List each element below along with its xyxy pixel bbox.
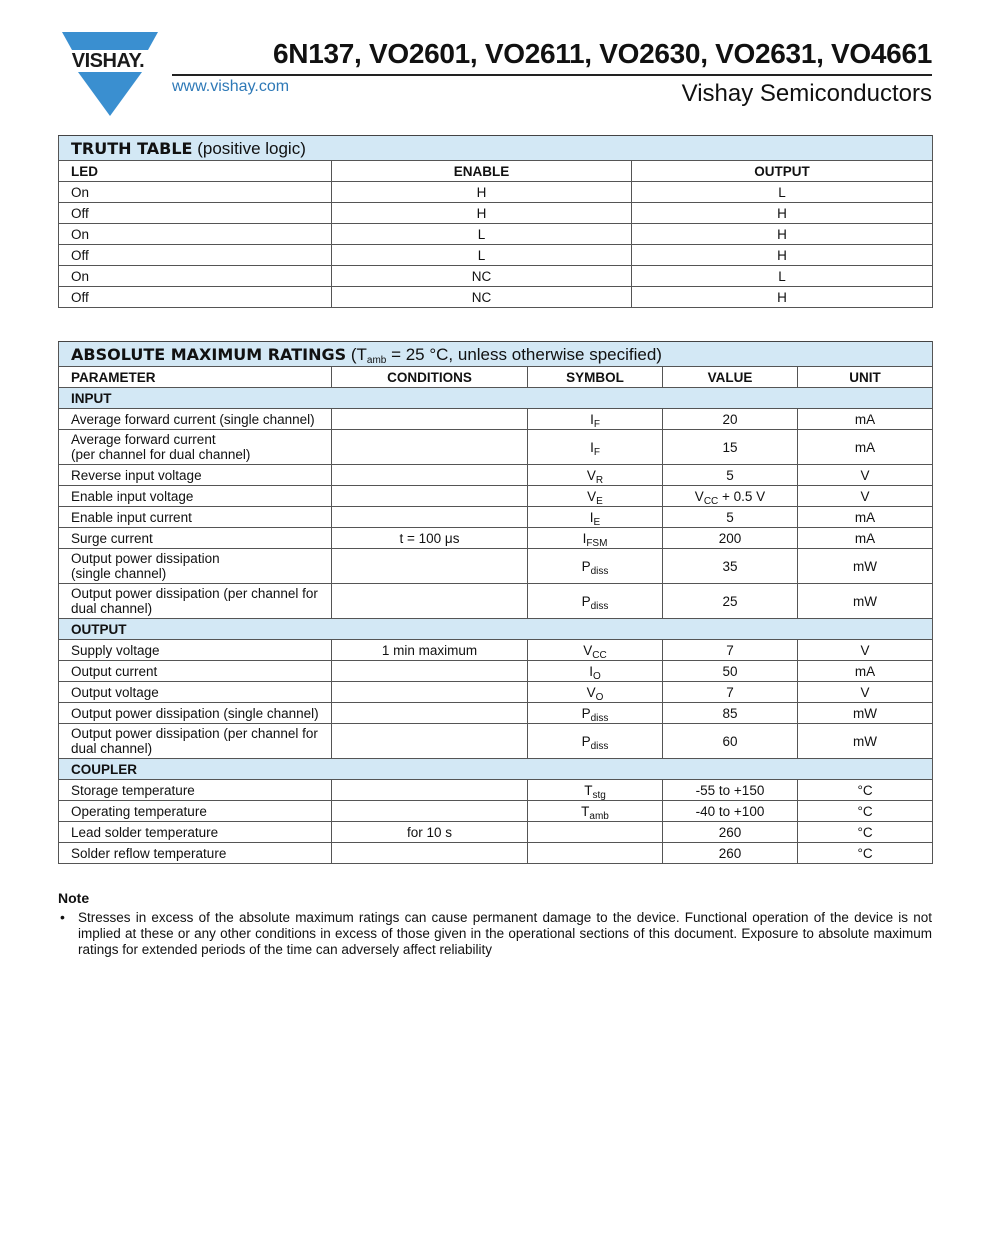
parameter-line: (single channel)	[71, 566, 167, 581]
symbol-cell	[528, 780, 663, 801]
value-text: 5	[726, 509, 734, 525]
table-row	[59, 430, 933, 465]
conditions-cell	[332, 584, 528, 619]
symbol-cell	[528, 528, 663, 549]
output-cell: H	[632, 224, 933, 245]
led-cell: On	[59, 266, 332, 287]
value-cell	[663, 528, 798, 549]
note-heading: Note	[58, 890, 90, 906]
value-text: 7	[726, 642, 734, 658]
parameter-line: dual channel)	[71, 741, 153, 756]
table-row	[59, 266, 933, 287]
parameter-cell	[59, 640, 332, 661]
enable-cell: H	[332, 203, 632, 224]
table-row	[59, 801, 933, 822]
parameter-line: Output current	[71, 663, 158, 679]
table-row	[59, 203, 933, 224]
symbol-main: I	[590, 411, 594, 427]
value-text: 7	[726, 684, 734, 700]
parameter-line: Output power dissipation	[71, 551, 220, 566]
table-row	[59, 507, 933, 528]
symbol-main: I	[589, 509, 594, 525]
note-bullet: •	[60, 909, 65, 925]
part-numbers-title: 6N137, VO2601, VO2611, VO2630, VO2631, VO4661	[273, 38, 932, 69]
symbol-main: P	[581, 558, 591, 574]
symbol-cell	[528, 661, 663, 682]
value-text: 60	[722, 733, 738, 749]
parameter-line: Surge current	[71, 530, 153, 546]
value-cell	[663, 780, 798, 801]
led-cell: Off	[59, 287, 332, 308]
amr-title: ABSOLUTE MAXIMUM RATINGS ($T_{amb} = 25$ °C, unless otherwise specified)	[59, 342, 933, 367]
enable-cell: H	[332, 182, 632, 203]
unit-cell: mA	[798, 507, 933, 528]
vishay-logo	[58, 32, 162, 118]
website-link[interactable]: www.vishay.com	[172, 78, 290, 95]
value-cell	[663, 584, 798, 619]
symbol-subscript: E	[596, 495, 603, 507]
value-text: 15	[722, 439, 738, 455]
output-cell: H	[632, 245, 933, 266]
symbol-main: I	[589, 663, 593, 679]
table-row	[59, 486, 933, 507]
unit-cell: °C	[798, 843, 933, 864]
amr-table-body	[59, 388, 933, 864]
table-row	[59, 409, 933, 430]
symbol-cell	[528, 703, 663, 724]
value-cell	[663, 661, 798, 682]
symbol-subscript: CC	[592, 649, 607, 661]
parameter-line: (per channel for dual channel)	[71, 447, 251, 462]
column-header: CONDITIONS	[332, 367, 528, 388]
parameter-cell	[59, 584, 332, 619]
value-cell	[663, 640, 798, 661]
value-cell	[663, 822, 798, 843]
conditions-cell	[332, 409, 528, 430]
parameter-line: Average forward current	[71, 432, 216, 447]
symbol-subscript: O	[592, 670, 601, 682]
parameter-cell	[59, 843, 332, 864]
value-cell	[663, 843, 798, 864]
symbol-cell	[528, 507, 663, 528]
parameter-cell	[59, 703, 332, 724]
table-row	[59, 549, 933, 584]
table-row	[59, 640, 933, 661]
table-row	[59, 703, 933, 724]
table-row	[59, 182, 933, 203]
parameter-line: Average forward current (single channel)	[71, 411, 315, 427]
conditions-cell	[332, 486, 528, 507]
conditions-cell	[332, 430, 528, 465]
value-cell	[663, 409, 798, 430]
parameter-line: Storage temperature	[71, 782, 195, 798]
table-row	[59, 822, 933, 843]
unit-cell: °C	[798, 780, 933, 801]
value-text: 50	[722, 663, 738, 679]
symbol-main: P	[581, 733, 591, 749]
symbol-cell	[528, 640, 663, 661]
symbol-cell	[528, 584, 663, 619]
symbol-cell	[528, 801, 663, 822]
parameter-line: Enable input current	[71, 509, 192, 525]
header-rule	[172, 74, 932, 76]
table-row	[59, 465, 933, 486]
output-cell: L	[632, 266, 933, 287]
section-label: INPUT	[59, 388, 933, 409]
table-row	[59, 661, 933, 682]
amr-header-row	[59, 367, 933, 388]
parameter-cell	[59, 465, 332, 486]
symbol-main: T	[584, 782, 593, 798]
symbol-cell	[528, 822, 663, 843]
section-row	[59, 759, 933, 780]
value-text: 260	[718, 824, 742, 840]
symbol-main: P	[581, 705, 591, 721]
truth-table-header-row	[59, 161, 933, 182]
symbol-cell	[528, 843, 663, 864]
symbol-subscript: diss	[590, 565, 609, 577]
value-cell	[663, 801, 798, 822]
value-cell	[663, 486, 798, 507]
symbol-subscript: F	[593, 446, 600, 458]
table-row	[59, 780, 933, 801]
parameter-line: Lead solder temperature	[71, 824, 219, 840]
table-row	[59, 584, 933, 619]
symbol-subscript: diss	[590, 712, 609, 724]
conditions-cell	[332, 801, 528, 822]
column-header: UNIT	[798, 367, 933, 388]
logo-text: VISHAY.	[71, 50, 145, 72]
unit-cell: mW	[798, 703, 933, 724]
parameter-cell	[59, 549, 332, 584]
value-text: -55 to +150	[695, 782, 765, 798]
column-header: SYMBOL	[528, 367, 663, 388]
symbol-cell	[528, 549, 663, 584]
value-symbol: V	[694, 488, 704, 504]
symbol-subscript: amb	[589, 810, 609, 822]
led-cell: On	[59, 182, 332, 203]
note-text: Stresses in excess of the absolute maximum ratings can cause permanent damage to the device. Functional operation of the device is not implied at these or any other conditions in excess of those given in the operational sections of this document. Exposure to absolute maximum ratings for extended periods of the time can adversely affect reliability	[78, 910, 932, 957]
conditions-cell: t = 100 μs	[332, 528, 528, 549]
parameter-cell	[59, 682, 332, 703]
conditions-cell: for 10 s	[332, 822, 528, 843]
value-text: 35	[722, 558, 738, 574]
value-subscript: CC	[703, 495, 719, 507]
truth-table	[58, 135, 933, 308]
section-label: COUPLER	[59, 759, 933, 780]
value-text: 5	[726, 467, 734, 483]
enable-cell: NC	[332, 287, 632, 308]
table-row	[59, 724, 933, 759]
parameter-cell	[59, 801, 332, 822]
unit-cell: mW	[798, 549, 933, 584]
parameter-cell	[59, 507, 332, 528]
value-cell	[663, 682, 798, 703]
table-row	[59, 528, 933, 549]
parameter-line: Output voltage	[71, 684, 159, 700]
parameter-cell	[59, 409, 332, 430]
section-row	[59, 388, 933, 409]
parameter-line: Output power dissipation (single channel)	[71, 705, 319, 721]
truth-table-title: TRUTH TABLE (positive logic)	[59, 136, 933, 161]
unit-cell: mA	[798, 661, 933, 682]
symbol-main: P	[581, 593, 591, 609]
parameter-cell	[59, 724, 332, 759]
unit-cell: V	[798, 465, 933, 486]
section-row	[59, 619, 933, 640]
division-name: Vishay Semiconductors	[681, 80, 932, 107]
symbol-subscript: R	[595, 474, 604, 486]
led-cell: Off	[59, 203, 332, 224]
led-cell: On	[59, 224, 332, 245]
value-text: 200	[718, 530, 742, 546]
unit-cell: mA	[798, 528, 933, 549]
symbol-subscript: FSM	[586, 537, 608, 549]
parameter-cell	[59, 780, 332, 801]
unit-cell: °C	[798, 801, 933, 822]
value-text: 25	[722, 593, 738, 609]
parameter-line: Reverse input voltage	[71, 467, 202, 483]
symbol-subscript: O	[595, 691, 604, 703]
symbol-main: V	[586, 467, 596, 483]
conditions-cell	[332, 549, 528, 584]
symbol-cell	[528, 486, 663, 507]
parameter-cell	[59, 486, 332, 507]
table-row	[59, 287, 933, 308]
value-cell	[663, 549, 798, 584]
column-header: VALUE	[663, 367, 798, 388]
unit-cell: V	[798, 486, 933, 507]
led-cell: Off	[59, 245, 332, 266]
parameter-line: Enable input voltage	[71, 488, 194, 504]
enable-cell: L	[332, 245, 632, 266]
table-row	[59, 224, 933, 245]
parameter-cell	[59, 661, 332, 682]
conditions-cell	[332, 703, 528, 724]
conditions-cell	[332, 724, 528, 759]
unit-cell: mA	[798, 409, 933, 430]
parameter-line: Output power dissipation (per channel for	[71, 586, 318, 601]
truth-table-title-row	[59, 136, 933, 161]
symbol-subscript: diss	[590, 740, 609, 752]
output-cell: H	[632, 203, 933, 224]
symbol-main: I	[582, 530, 587, 546]
column-header: OUTPUT	[632, 161, 933, 182]
amr-title-row	[59, 342, 933, 367]
column-header: ENABLE	[332, 161, 632, 182]
value-text: 20	[722, 411, 738, 427]
unit-cell: °C	[798, 822, 933, 843]
parameter-line: dual channel)	[71, 601, 153, 616]
value-cell	[663, 507, 798, 528]
column-header: PARAMETER	[59, 367, 332, 388]
value-text: -40 to +100	[695, 803, 765, 819]
symbol-subscript: E	[593, 516, 601, 528]
table-row	[59, 843, 933, 864]
output-cell: H	[632, 287, 933, 308]
table-row	[59, 682, 933, 703]
section-label: OUTPUT	[59, 619, 933, 640]
conditions-cell	[332, 682, 528, 703]
column-header: LED	[59, 161, 332, 182]
unit-cell: mW	[798, 584, 933, 619]
symbol-cell	[528, 465, 663, 486]
unit-cell: mA	[798, 430, 933, 465]
value-cell	[663, 430, 798, 465]
parameter-line: Solder reflow temperature	[71, 845, 227, 861]
value-text: + 0.5 V	[718, 488, 766, 504]
symbol-subscript: F	[593, 418, 600, 430]
absolute-maximum-ratings-table	[58, 341, 933, 864]
value-text: 85	[722, 705, 738, 721]
parameter-cell	[59, 822, 332, 843]
conditions-cell	[332, 780, 528, 801]
parameter-cell	[59, 528, 332, 549]
conditions-cell	[332, 507, 528, 528]
enable-cell: NC	[332, 266, 632, 287]
symbol-main: V	[587, 488, 597, 504]
symbol-cell	[528, 724, 663, 759]
value-text: 260	[718, 845, 742, 861]
symbol-cell	[528, 430, 663, 465]
parameter-line: Operating temperature	[71, 803, 207, 819]
parameter-cell	[59, 430, 332, 465]
parameter-line: Output power dissipation (per channel for	[71, 726, 318, 741]
parameter-line: Supply voltage	[71, 642, 160, 658]
symbol-main: I	[590, 439, 594, 455]
symbol-subscript: stg	[592, 789, 606, 801]
conditions-cell: 1 min maximum	[332, 640, 528, 661]
truth-table-body	[59, 182, 933, 308]
conditions-cell	[332, 661, 528, 682]
symbol-cell	[528, 409, 663, 430]
value-cell	[663, 703, 798, 724]
enable-cell: L	[332, 224, 632, 245]
unit-cell: V	[798, 640, 933, 661]
conditions-cell	[332, 843, 528, 864]
output-cell: L	[632, 182, 933, 203]
conditions-cell	[332, 465, 528, 486]
table-row	[59, 245, 933, 266]
value-cell	[663, 465, 798, 486]
symbol-cell	[528, 682, 663, 703]
unit-cell: V	[798, 682, 933, 703]
value-cell	[663, 724, 798, 759]
symbol-subscript: diss	[590, 600, 609, 612]
symbol-main: V	[583, 642, 593, 658]
symbol-main: V	[586, 684, 596, 700]
symbol-main: T	[581, 803, 590, 819]
unit-cell: mW	[798, 724, 933, 759]
